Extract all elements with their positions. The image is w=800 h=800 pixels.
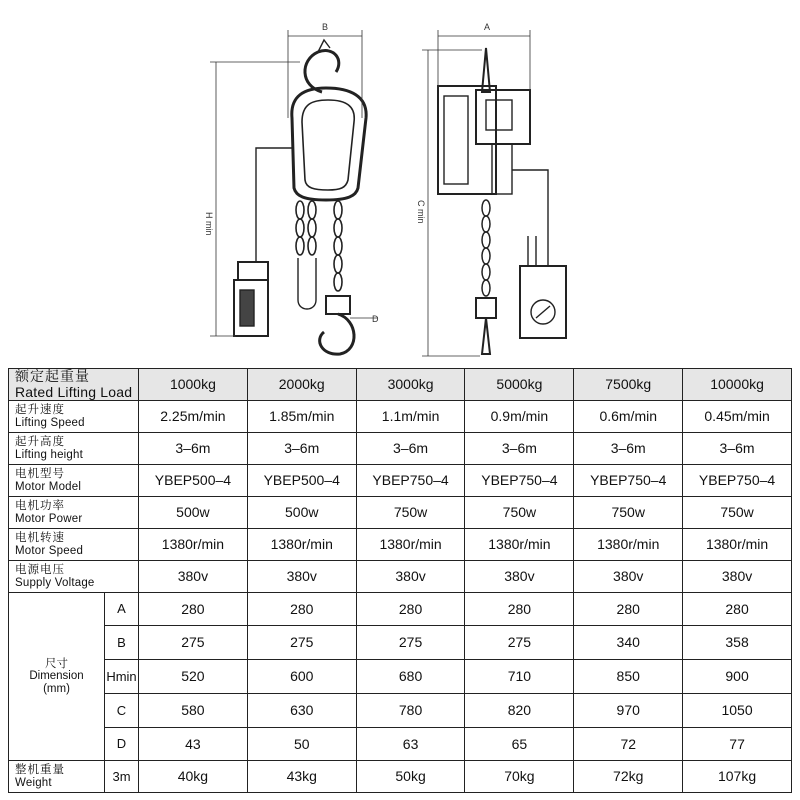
row-motor-model (9, 465, 792, 497)
front-view-hoist (210, 30, 378, 354)
table-cell: 280 (356, 593, 465, 626)
dimension-key: D (105, 728, 139, 761)
table-cell: 77 (683, 728, 792, 761)
hoist-technical-drawing (0, 0, 800, 366)
weight-sub-label: 3m (105, 761, 139, 793)
spec-table (8, 368, 792, 793)
table-cell: 630 (247, 694, 356, 728)
table-cell: 43kg (247, 761, 356, 793)
table-cell: 70kg (465, 761, 574, 793)
row-lifting-speed (9, 401, 792, 433)
table-cell: 280 (574, 593, 683, 626)
table-cell: 0.45m/min (683, 401, 792, 433)
table-cell: 107kg (683, 761, 792, 793)
table-cell: 970 (574, 694, 683, 728)
table-cell: 0.6m/min (574, 401, 683, 433)
row-motor-power (9, 497, 792, 529)
capacity-3: 3000kg (356, 369, 465, 401)
capacity-4: 5000kg (465, 369, 574, 401)
table-cell: YBEP750–4 (465, 465, 574, 497)
table-cell: 3–6m (683, 433, 792, 465)
table-cell: 3–6m (574, 433, 683, 465)
table-cell: 1380r/min (139, 529, 248, 561)
table-cell: 380v (574, 561, 683, 593)
table-cell: 900 (683, 660, 792, 694)
table-cell: 820 (465, 694, 574, 728)
row-weight (9, 761, 792, 793)
table-cell: 3–6m (139, 433, 248, 465)
table-cell: 750w (465, 497, 574, 529)
table-cell: 50 (247, 728, 356, 761)
row-label: 起升速度 Lifting Speed (9, 401, 139, 433)
svg-text:B: B (322, 22, 329, 32)
row-dimension-b (9, 626, 792, 660)
row-dimension-c (9, 694, 792, 728)
svg-text:C min: C min (416, 200, 426, 224)
table-cell: 750w (574, 497, 683, 529)
table-cell: 520 (139, 660, 248, 694)
svg-text:A: A (484, 22, 491, 32)
table-cell: 72kg (574, 761, 683, 793)
capacity-6: 10000kg (683, 369, 792, 401)
svg-text:H min: H min (204, 212, 214, 236)
table-cell: 1.85m/min (247, 401, 356, 433)
table-cell: 358 (683, 626, 792, 660)
table-cell: 1380r/min (465, 529, 574, 561)
table-cell: YBEP750–4 (356, 465, 465, 497)
table-cell: 1380r/min (247, 529, 356, 561)
table-cell: 2.25m/min (139, 401, 248, 433)
row-motor-speed (9, 529, 792, 561)
dimension-key: Hmin (105, 660, 139, 694)
hoist-drawings (0, 0, 800, 366)
table-cell: 680 (356, 660, 465, 694)
table-cell: 280 (247, 593, 356, 626)
table-cell: 280 (139, 593, 248, 626)
row-lifting-height (9, 433, 792, 465)
header-label: 额定起重量 Rated Lifting Load (9, 369, 139, 401)
table-cell: 1380r/min (683, 529, 792, 561)
table-cell: 1380r/min (574, 529, 683, 561)
table-cell: 280 (465, 593, 574, 626)
table-cell: 580 (139, 694, 248, 728)
row-label: 起升高度 Lifting height (9, 433, 139, 465)
table-cell: 3–6m (356, 433, 465, 465)
table-cell: 1050 (683, 694, 792, 728)
table-cell: 280 (683, 593, 792, 626)
table-cell: 1.1m/min (356, 401, 465, 433)
table-cell: 500w (139, 497, 248, 529)
capacity-2: 2000kg (247, 369, 356, 401)
table-cell: 1380r/min (356, 529, 465, 561)
table-cell: 43 (139, 728, 248, 761)
table-cell: YBEP500–4 (139, 465, 248, 497)
table-cell: 340 (574, 626, 683, 660)
row-label: 电源电压 Supply Voltage (9, 561, 139, 593)
table-cell: 380v (139, 561, 248, 593)
dimension-label: 尺寸 Dimension (mm) (9, 593, 105, 761)
table-cell: 380v (356, 561, 465, 593)
table-cell: 380v (465, 561, 574, 593)
table-cell: 380v (247, 561, 356, 593)
capacity-5: 7500kg (574, 369, 683, 401)
row-label: 电机功率 Motor Power (9, 497, 139, 529)
table-cell: 72 (574, 728, 683, 761)
table-cell: 3–6m (465, 433, 574, 465)
table-cell: 275 (247, 626, 356, 660)
table-cell: YBEP500–4 (247, 465, 356, 497)
dimension-key: C (105, 694, 139, 728)
dimension-key: B (105, 626, 139, 660)
table-cell: 3–6m (247, 433, 356, 465)
table-cell: 65 (465, 728, 574, 761)
dimension-key: A (105, 593, 139, 626)
row-dimension-hmin (9, 660, 792, 694)
table-cell: 850 (574, 660, 683, 694)
table-cell: 500w (247, 497, 356, 529)
table-cell: 50kg (356, 761, 465, 793)
table-cell: 0.9m/min (465, 401, 574, 433)
table-cell: 275 (139, 626, 248, 660)
row-label: 整机重量 Weight (9, 761, 105, 793)
table-cell: 710 (465, 660, 574, 694)
row-label: 电机型号 Motor Model (9, 465, 139, 497)
table-cell: 275 (465, 626, 574, 660)
table-cell: 750w (356, 497, 465, 529)
svg-text:D: D (372, 314, 379, 324)
table-cell: 600 (247, 660, 356, 694)
table-cell: YBEP750–4 (574, 465, 683, 497)
row-supply-voltage (9, 561, 792, 593)
table-cell: YBEP750–4 (683, 465, 792, 497)
front-view-dimension-labels (204, 22, 379, 324)
row-dimension-a (9, 593, 792, 626)
capacity-1: 1000kg (139, 369, 248, 401)
row-dimension-d (9, 728, 792, 761)
table-cell: 40kg (139, 761, 248, 793)
table-cell: 780 (356, 694, 465, 728)
table-cell: 63 (356, 728, 465, 761)
table-cell: 275 (356, 626, 465, 660)
header-row (9, 369, 792, 401)
table-cell: 380v (683, 561, 792, 593)
side-view-hoist (422, 30, 566, 356)
table-cell: 750w (683, 497, 792, 529)
row-label: 电机转速 Motor Speed (9, 529, 139, 561)
